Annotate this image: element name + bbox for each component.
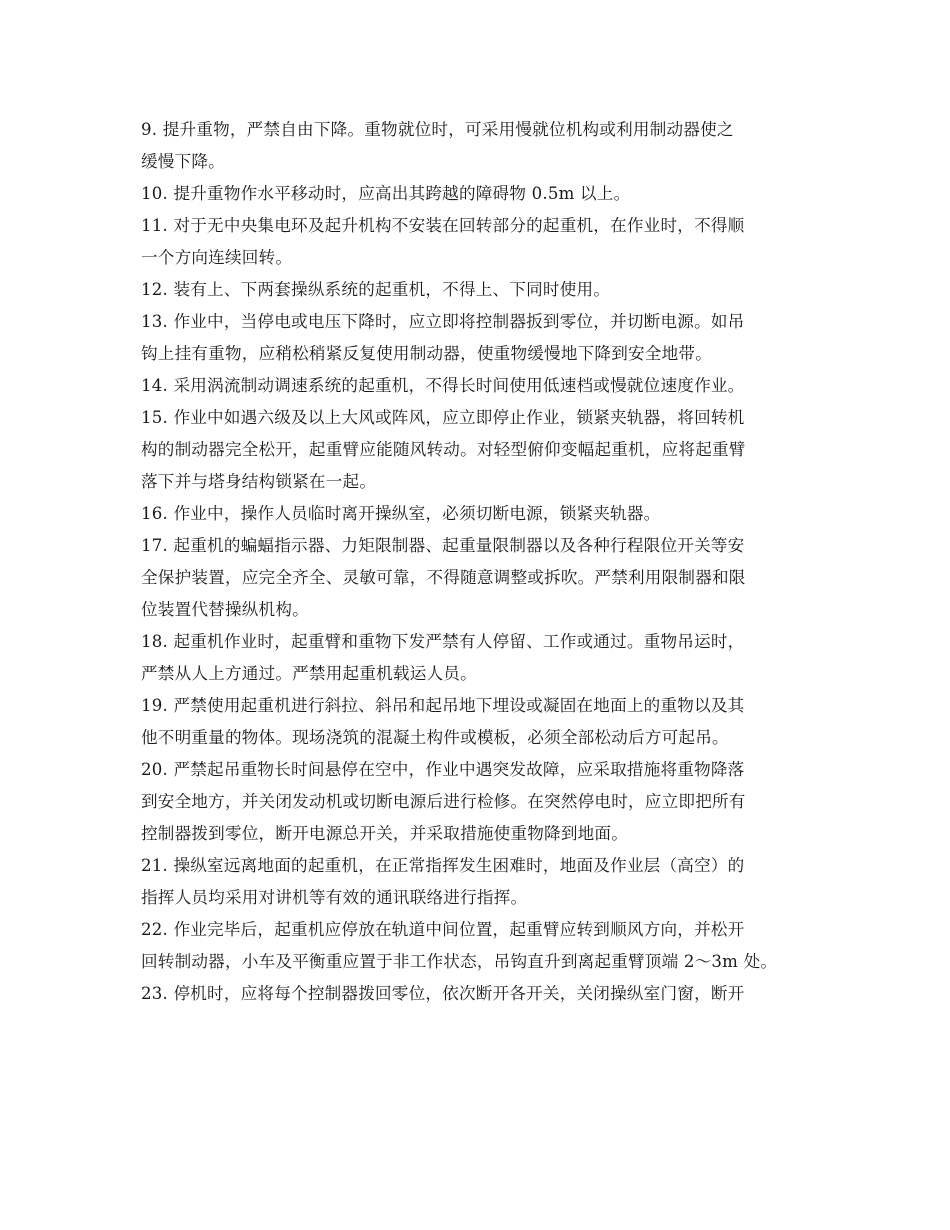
text-line: 18. 起重机作业时，起重臂和重物下发严禁有人停留、工作或通过。重物吊运时， — [141, 632, 745, 651]
text-line: 10. 提升重物作水平移动时，应高出其跨越的障碍物 0.5m 以上。 — [141, 184, 631, 203]
text-line: 缓慢下降。 — [141, 152, 225, 171]
text-line: 全保护装置，应完全齐全、灵敏可靠，不得随意调整或拆吹。严禁利用限制器和限 — [141, 568, 746, 587]
text-line: 控制器拨到零位，断开电源总开关，并采取措施使重物降到地面。 — [141, 824, 629, 843]
text-line: 回转制动器，小车及平衡重应置于非工作状态，吊钩直升到离起重臂顶端 2～3m 处。 — [141, 952, 778, 971]
text-line: 23. 停机时，应将每个控制器拨回零位，依次断开各开关，关闭操纵室门窗，断开 — [141, 984, 745, 1003]
text-line: 位装置代替操纵机构。 — [141, 600, 309, 619]
text-line: 22. 作业完毕后，起重机应停放在轨道中间位置，起重臂应转到顺风方向，并松开 — [141, 920, 745, 939]
text-line: 12. 装有上、下两套操纵系统的起重机，不得上、下同时使用。 — [141, 280, 611, 299]
text-line: 17. 起重机的蝙蝠指示器、力矩限制器、起重量限制器以及各种行程限位开关等安 — [141, 536, 745, 555]
text-line: 钩上挂有重物，应稍松稍紧反复使用制动器，使重物缓慢地下降到安全地带。 — [141, 344, 712, 363]
text-line: 他不明重量的物体。现场浇筑的混凝土构件或模板，必须全部松动后方可起吊。 — [141, 728, 729, 747]
text-line: 11. 对于无中央集电环及起升机构不安装在回转部分的起重机，在作业时，不得顺 — [141, 216, 745, 235]
text-line: 21. 操纵室远离地面的起重机，在正常指挥发生困难时，地面及作业层（高空）的 — [141, 856, 745, 875]
text-line: 严禁从人上方通过。严禁用起重机载运人员。 — [141, 664, 477, 683]
text-line: 15. 作业中如遇六级及以上大风或阵风，应立即停止作业，锁紧夹轨器，将回转机 — [141, 408, 745, 427]
text-line: 13. 作业中，当停电或电压下降时，应立即将控制器扳到零位，并切断电源。如吊 — [141, 312, 745, 331]
document-body — [141, 114, 821, 1010]
text-line: 到安全地方，并关闭发动机或切断电源后进行检修。在突然停电时，应立即把所有 — [141, 792, 746, 811]
text-line: 构的制动器完全松开，起重臂应能随风转动。对轻型俯仰变幅起重机，应将起重臂 — [141, 440, 746, 459]
text-line: 一个方向连续回转。 — [141, 248, 293, 267]
text-line: 9. 提升重物，严禁自由下降。重物就位时，可采用慢就位机构或利用制动器使之 — [141, 120, 734, 139]
text-line: 落下并与塔身结构锁紧在一起。 — [141, 472, 377, 491]
text-line: 16. 作业中，操作人员临时离开操纵室，必须切断电源，锁紧夹轨器。 — [141, 504, 661, 523]
text-line: 19. 严禁使用起重机进行斜拉、斜吊和起吊地下埋设或凝固在地面上的重物以及其 — [141, 696, 745, 715]
text-line: 指挥人员均采用对讲机等有效的通讯联络进行指挥。 — [141, 888, 528, 907]
text-line: 14. 采用涡流制动调速系统的起重机，不得长时间使用低速档或慢就位速度作业。 — [141, 376, 745, 395]
text-line: 20. 严禁起吊重物长时间悬停在空中，作业中遇突发故障，应采取措施将重物降落 — [141, 760, 745, 779]
